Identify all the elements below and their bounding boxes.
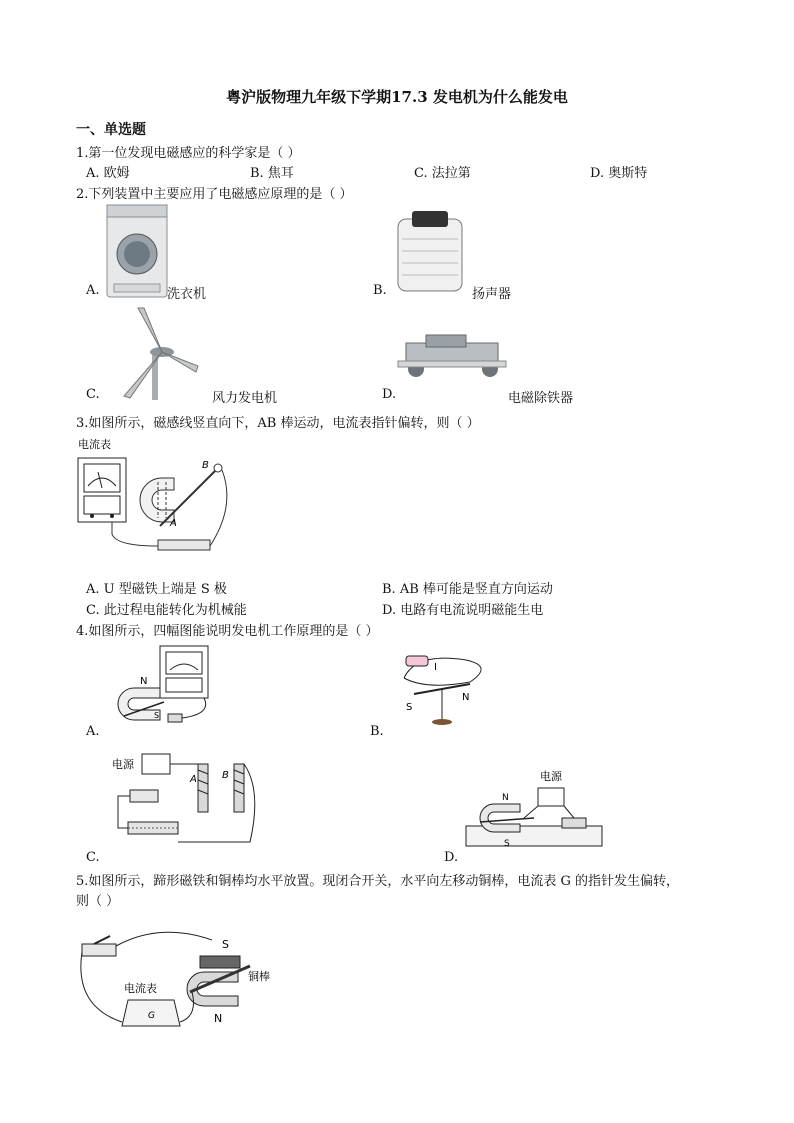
q5-g-label: G — [148, 1011, 155, 1021]
q3-fig-b-label: B — [202, 460, 209, 471]
q1-stem: 1.第一位发现电磁感应的科学家是（ ） — [76, 146, 301, 161]
q5-stem-line2: 则（ ） — [76, 894, 120, 909]
q3-option-a[interactable]: A. U 型磁铁上端是 S 极 — [86, 582, 227, 597]
q4-stem: 4.如图所示，四幅图能说明发电机工作原理的是（ ） — [76, 624, 379, 639]
q2-option-b-letter[interactable]: B. — [373, 283, 387, 298]
q4-option-a[interactable]: A. — [86, 724, 100, 739]
q3-fig-a-label: A — [170, 518, 177, 529]
q4-option-b[interactable]: B. — [370, 724, 384, 739]
q4a-s-label: S — [154, 711, 160, 720]
q2-option-d-label: 电磁除铁器 — [508, 391, 574, 406]
q4-figure-b — [386, 650, 498, 730]
q2-option-c-letter[interactable]: C. — [86, 387, 100, 402]
q1-option-a[interactable]: A. 欧姆 — [86, 166, 130, 181]
q5-ammeter-label: 电流表 — [124, 982, 157, 995]
q1-option-c[interactable]: C. 法拉第 — [414, 166, 471, 181]
q3-option-c[interactable]: C. 此过程电能转化为机械能 — [86, 603, 247, 618]
section-heading: 一、单选题 — [76, 122, 146, 138]
q4-figure-d — [464, 766, 604, 850]
q4d-n-label: N — [502, 793, 509, 803]
q2-option-b-label: 扬声器 — [472, 287, 512, 302]
q2-option-d-letter[interactable]: D. — [382, 387, 397, 402]
q2-option-a-letter[interactable]: A. — [86, 283, 100, 298]
q3-option-d[interactable]: D. 电路有电流说明磁能生电 — [382, 603, 544, 618]
q4c-a-label: A — [190, 774, 197, 785]
q2-option-c-label: 风力发电机 — [212, 391, 278, 406]
q5-s-label: S — [222, 938, 229, 951]
electromagnetic-iron-remover-image — [396, 331, 508, 379]
page-title: 粤沪版物理九年级下学期17.3 发电机为什么能发电 — [226, 88, 568, 106]
q4a-n-label: N — [140, 676, 148, 687]
q4-option-d[interactable]: D. — [444, 850, 459, 865]
q3-option-b[interactable]: B. AB 棒可能是竖直方向运动 — [382, 582, 553, 597]
q5-stem-line1: 5.如图所示，蹄形磁铁和铜棒均水平放置。现闭合开关，水平向左移动铜棒，电流表 G 的指针发生偏转， — [76, 874, 680, 889]
q3-ammeter-label: 电流表 — [78, 438, 111, 451]
q4d-s-label: S — [504, 839, 510, 849]
q3-stem: 3.如图所示，磁感线竖直向下，AB 棒运动，电流表指针偏转，则（ ） — [76, 416, 480, 431]
q2-option-a-label: 洗衣机 — [167, 287, 207, 302]
washing-machine-image — [106, 204, 168, 298]
q4c-power-label: 电源 — [112, 758, 134, 771]
q4-option-c[interactable]: C. — [86, 850, 100, 865]
q4b-i-label: I — [434, 662, 437, 673]
q1-option-d[interactable]: D. 奥斯特 — [590, 166, 648, 181]
q4-figure-a — [104, 644, 218, 728]
q5-circuit-diagram — [80, 926, 276, 1032]
q4c-b-label: B — [222, 770, 229, 781]
q4b-n-label: N — [462, 692, 470, 703]
q5-n-label: N — [214, 1012, 223, 1025]
q5-rod-label: 铜棒 — [248, 970, 270, 983]
q4b-s-label: S — [406, 702, 413, 713]
q2-stem: 2.下列装置中主要应用了电磁感应原理的是（ ） — [76, 187, 353, 202]
q4d-power-label: 电源 — [540, 770, 562, 783]
speaker-image — [394, 209, 466, 293]
q1-option-b[interactable]: B. 焦耳 — [250, 166, 294, 181]
q4-figure-c — [110, 750, 264, 850]
wind-turbine-image — [118, 306, 200, 400]
q3-circuit-diagram — [76, 436, 236, 562]
